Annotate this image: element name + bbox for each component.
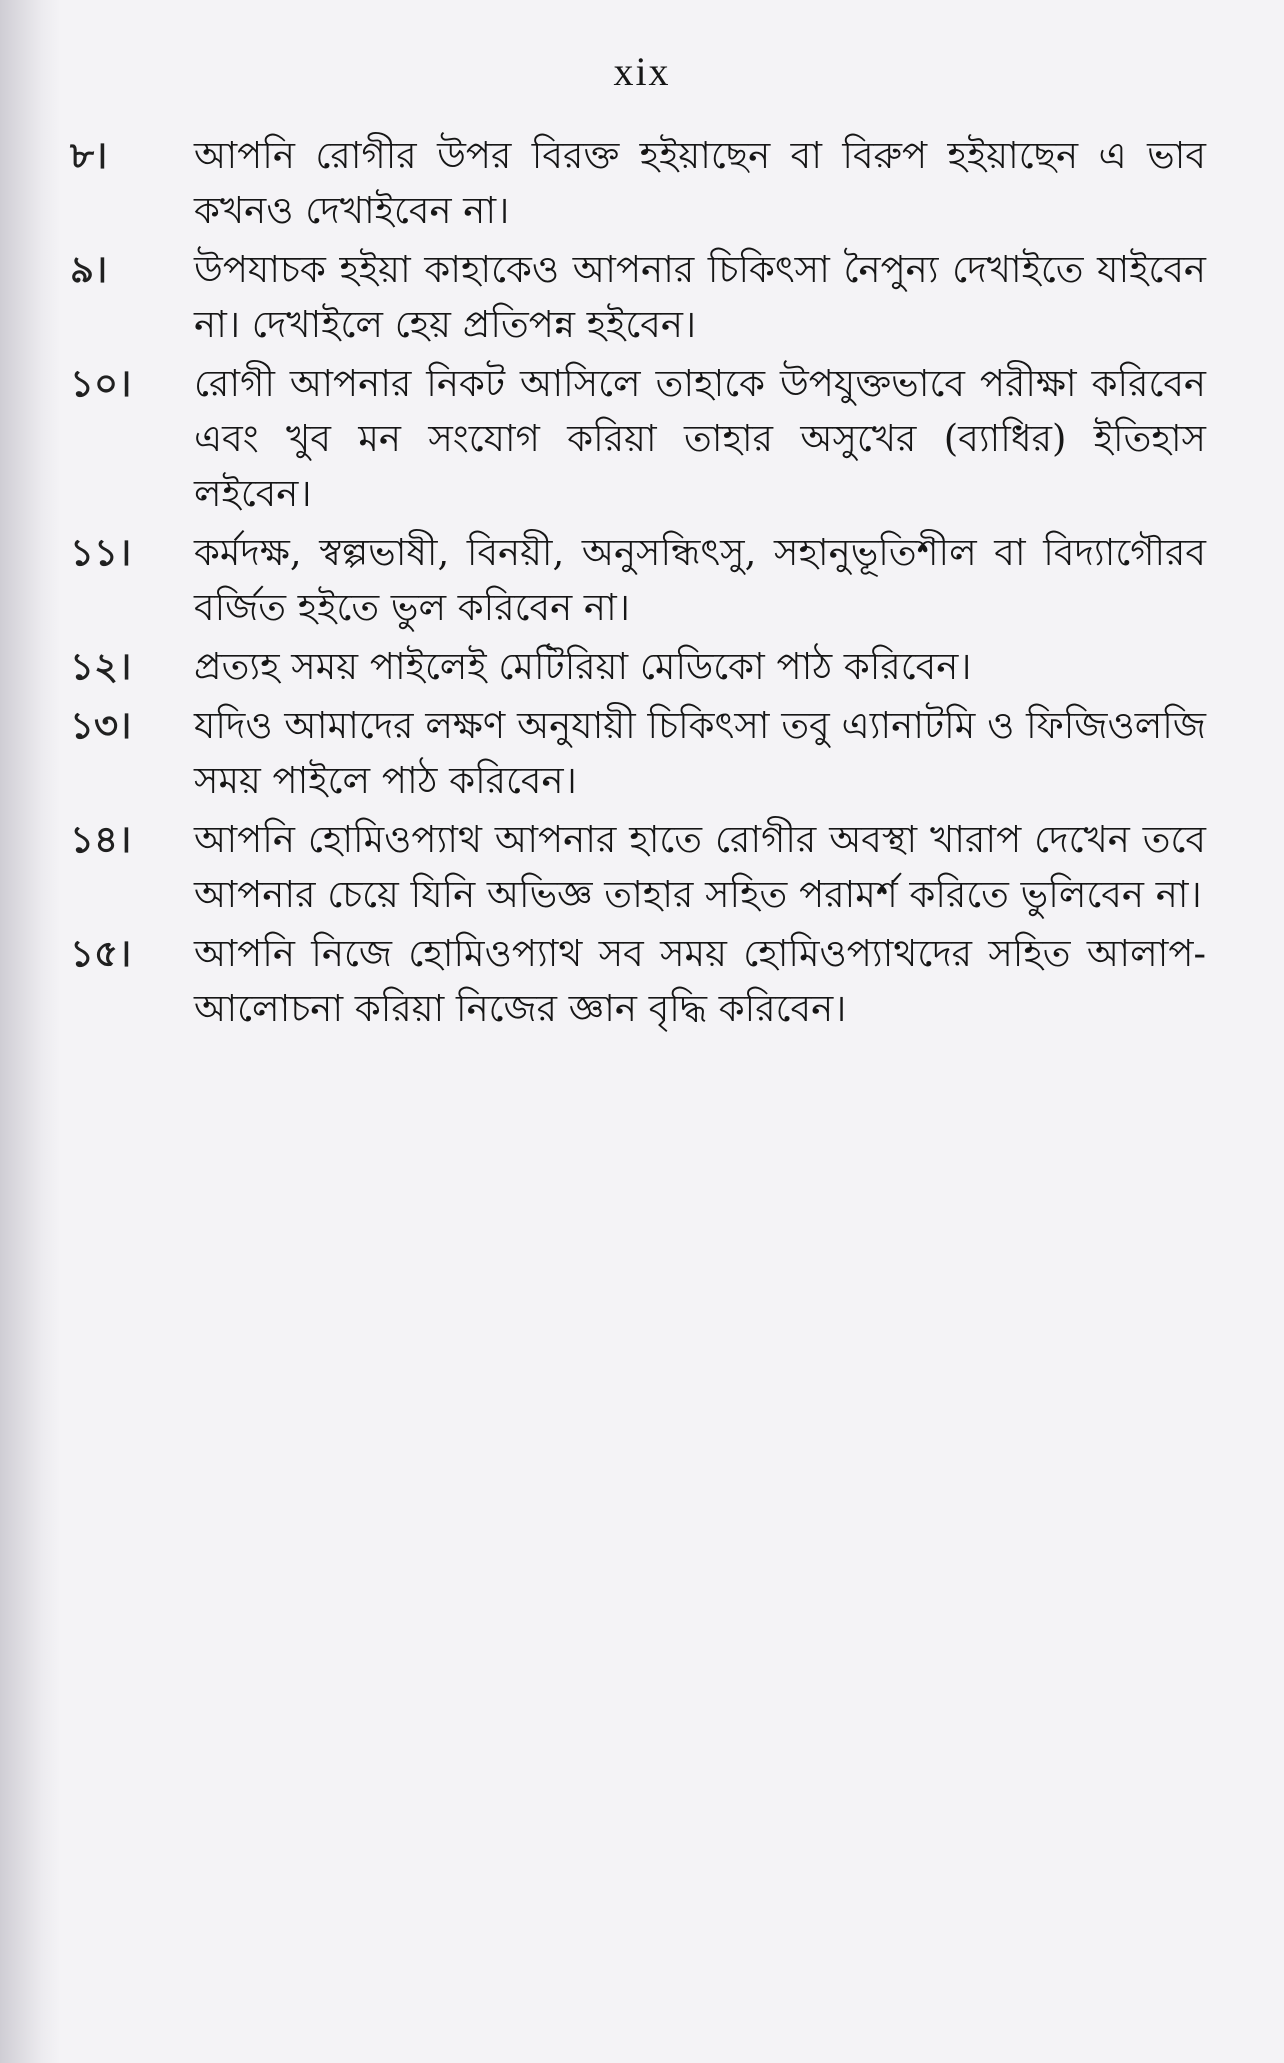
rule-text: উপযাচক হইয়া কাহাকেও আপনার চিকিৎসা নৈপুন্য দেখাইতে যাইবেন না। দেখাইলে হেয় প্রতিপন্ন হইবেন।	[194, 248, 1206, 346]
list-item	[70, 812, 1206, 922]
list-item	[70, 639, 1206, 694]
list-item	[70, 525, 1206, 635]
page-number: xix	[613, 49, 671, 94]
list-item	[70, 242, 1206, 352]
list-item	[70, 356, 1206, 521]
rule-number: ১০।	[70, 361, 132, 405]
list-item	[70, 698, 1206, 808]
rule-text: আপনি রোগীর উপর বিরক্ত হইয়াছেন বা বিরুপ হইয়াছেন এ ভাব কখনও দেখাইবেন না।	[194, 134, 1206, 232]
rule-text: যদিও আমাদের লক্ষণ অনুযায়ী চিকিৎসা তবু এ্যানাটমি ও ফিজিওলজি সময় পাইলে পাঠ করিবেন।	[194, 704, 1206, 802]
rule-number: ১২।	[70, 644, 132, 688]
rule-text: প্রত্যহ সময় পাইলেই মেটিরিয়া মেডিকো পাঠ করিবেন।	[194, 645, 972, 688]
rule-number: ১৪।	[70, 817, 132, 861]
rules-list	[70, 128, 1206, 1040]
rule-number: ৯।	[70, 247, 108, 291]
list-item	[70, 926, 1206, 1036]
rule-text: রোগী আপনার নিকট আসিলে তাহাকে উপযুক্তভাবে পরীক্ষা করিবেন এবং খুব মন সংযোগ করিয়া তাহার অসুখের (ব্যাধির) ইতিহাস লইবেন।	[194, 362, 1206, 515]
rule-number: ১৫।	[70, 931, 132, 975]
rule-text: কর্মদক্ষ, স্বল্পভাষী, বিনয়ী, অনুসন্ধিৎসু, সহানুভূতিশীল বা বিদ্যাগৌরব বর্জিত হইতে ভুল করিবেন না।	[194, 531, 1206, 629]
list-item	[70, 128, 1206, 238]
rule-number: ৮।	[70, 133, 108, 177]
rule-text: আপনি হোমিওপ্যাথ আপনার হাতে রোগীর অবস্থা খারাপ দেখেন তবে আপনার চেয়ে যিনি অভিজ্ঞ তাহার সহিত পরামর্শ করিতে ভুলিবেন না।	[194, 818, 1206, 916]
rule-number: ১১।	[70, 530, 132, 574]
rule-text: আপনি নিজে হোমিওপ্যাথ সব সময় হোমিওপ্যাথদের সহিত আলাপ-আলোচনা করিয়া নিজের জ্ঞান বৃদ্ধি করিবেন।	[194, 932, 1206, 1030]
binding-shadow	[0, 0, 60, 2063]
rule-number: ১৩।	[70, 703, 132, 747]
